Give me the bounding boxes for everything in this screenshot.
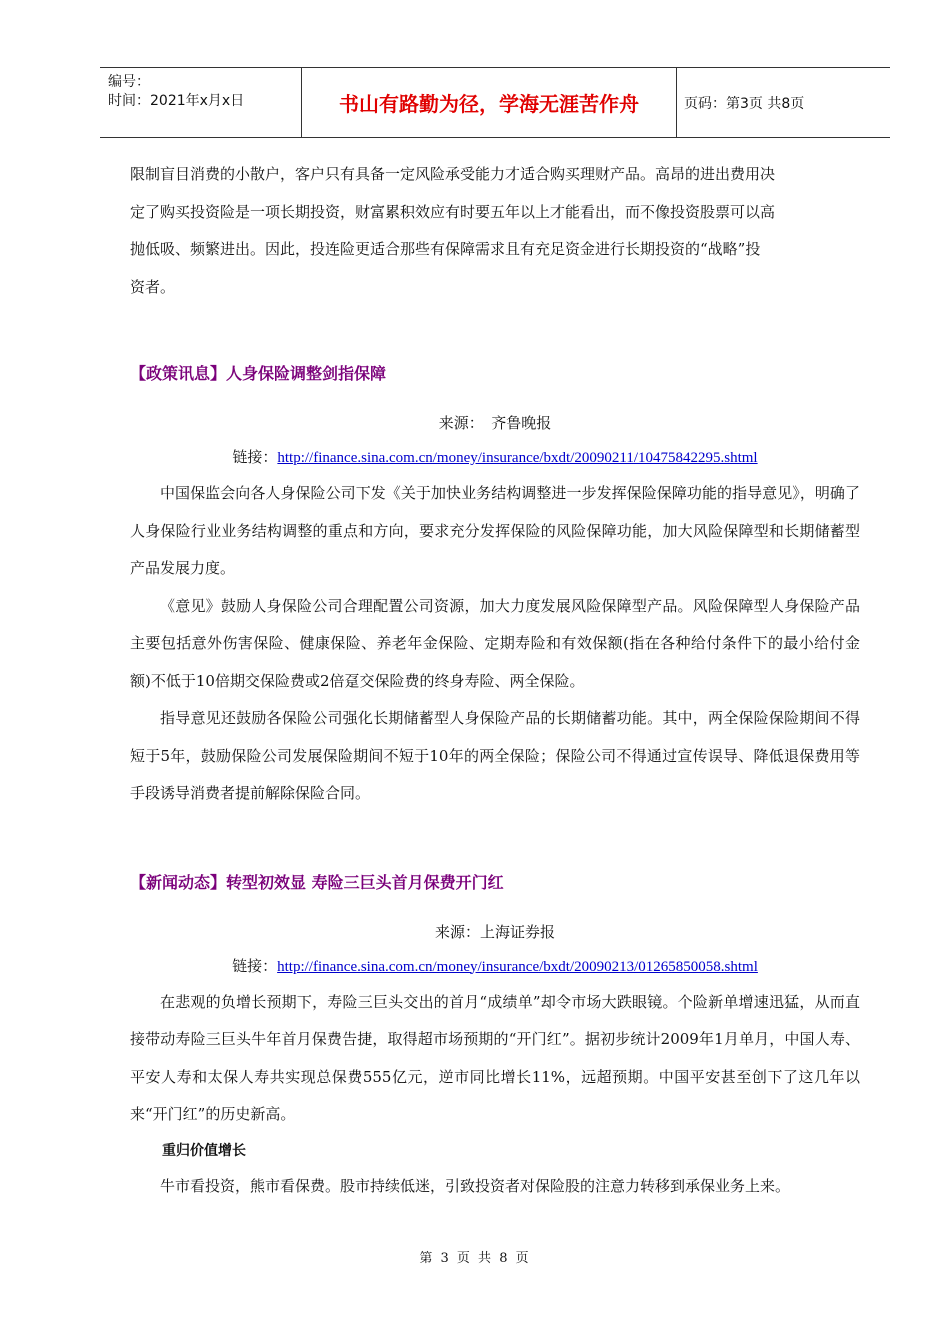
article1-source: 来源： 齐鲁晚报	[438, 414, 552, 432]
article1-link[interactable]: http://finance.sina.com.cn/money/insurance/bxdt/20090211/10475842295.shtml	[277, 450, 758, 466]
article1-paragraph: 指导意见还鼓励各保险公司强化长期储蓄型人身保险产品的长期储蓄功能。其中，两全保险保险期间不得短于5年，鼓励保险公司发展保险期间不短于10年的两全保险；保险公司不得通过宣传误导、降低退保费用等手段诱导消费者提前解除保险合同。	[130, 709, 860, 802]
article2-source: 来源：上海证券报	[434, 922, 555, 941]
article2-title: 【新闻动态】转型初效显 寿险三巨头首月保费开门红	[130, 872, 504, 892]
document-body	[130, 156, 860, 1205]
article2-link-line	[130, 949, 860, 984]
intro-line: 资者。	[130, 277, 176, 296]
article1-link-label: 链接：	[232, 448, 278, 466]
header-motto: 书山有路勤为径，学海无涯苦作舟	[302, 68, 677, 137]
page-header	[100, 67, 890, 138]
article2-paragraph: 牛市看投资，熊市看保费。股市持续低迷，引致投资者对保险股的注意力转移到承保业务上来。	[160, 1176, 791, 1195]
article2-paragraph: 在悲观的负增长预期下，寿险三巨头交出的首月“成绩单”却令市场大跌眼镜。个险新单增速迅猛，从而直接带动寿险三巨头牛年首月保费告捷，取得超市场预期的“开门红”。据初步统计2009年1月单月，中国人寿、平安人寿和太保人寿共实现总保费555亿元，逆市同比增长11%，远超预期。中国平安甚至创下了这几年以来“开门红”的历史新高。	[130, 992, 860, 1123]
intro-line: 抛低吸、频繁进出。因此，投连险更适合那些有保障需求且有充足资金进行长期投资的“战略”投	[130, 240, 761, 258]
article2-link-label: 链接：	[232, 956, 278, 975]
doc-number-label: 编号：	[108, 74, 150, 90]
page-footer: 第 3 页 共 8 页	[419, 1251, 531, 1266]
article1-paragraph: 中国保监会向各人身保险公司下发《关于加快业务结构调整进一步发挥保险保障功能的指导意见》，明确了人身保险行业业务结构调整的重点和方向，要求充分发挥保险的风险保障功能，加大风险保障型和长期储蓄型产品发展力度。	[130, 484, 860, 577]
intro-line: 限制盲目消费的小散户，客户只有具备一定风险承受能力才适合购买理财产品。高昂的进出费用决	[130, 165, 776, 183]
article1-link-line	[130, 440, 860, 475]
doc-time-label: 时间：2021年x月x日	[108, 93, 245, 109]
article2-subheading: 重归价值增长	[162, 1142, 246, 1159]
header-meta	[100, 68, 302, 137]
article1-title: 【政策讯息】人身保险调整剑指保障	[130, 364, 387, 383]
article2-link[interactable]: http://finance.sina.com.cn/money/insurance/bxdt/20090213/01265850058.shtml	[277, 958, 758, 975]
article1-paragraph: 《意见》鼓励人身保险公司合理配置公司资源，加大力度发展风险保障型产品。风险保障型人身保险产品主要包括意外伤害保险、健康保险、养老年金保险、定期寿险和有效保额(指在各种给付条件下的最小给付金额)不低于10倍期交保险费或2倍趸交保险费的终身寿险、两全保险。	[130, 596, 860, 690]
header-page-info: 页码：第3页 共8页	[684, 95, 805, 112]
intro-line: 定了购买投资险是一项长期投资，财富累积效应有时要五年以上才能看出，而不像投资股票可以高	[130, 202, 776, 221]
intro-paragraph	[130, 156, 860, 306]
